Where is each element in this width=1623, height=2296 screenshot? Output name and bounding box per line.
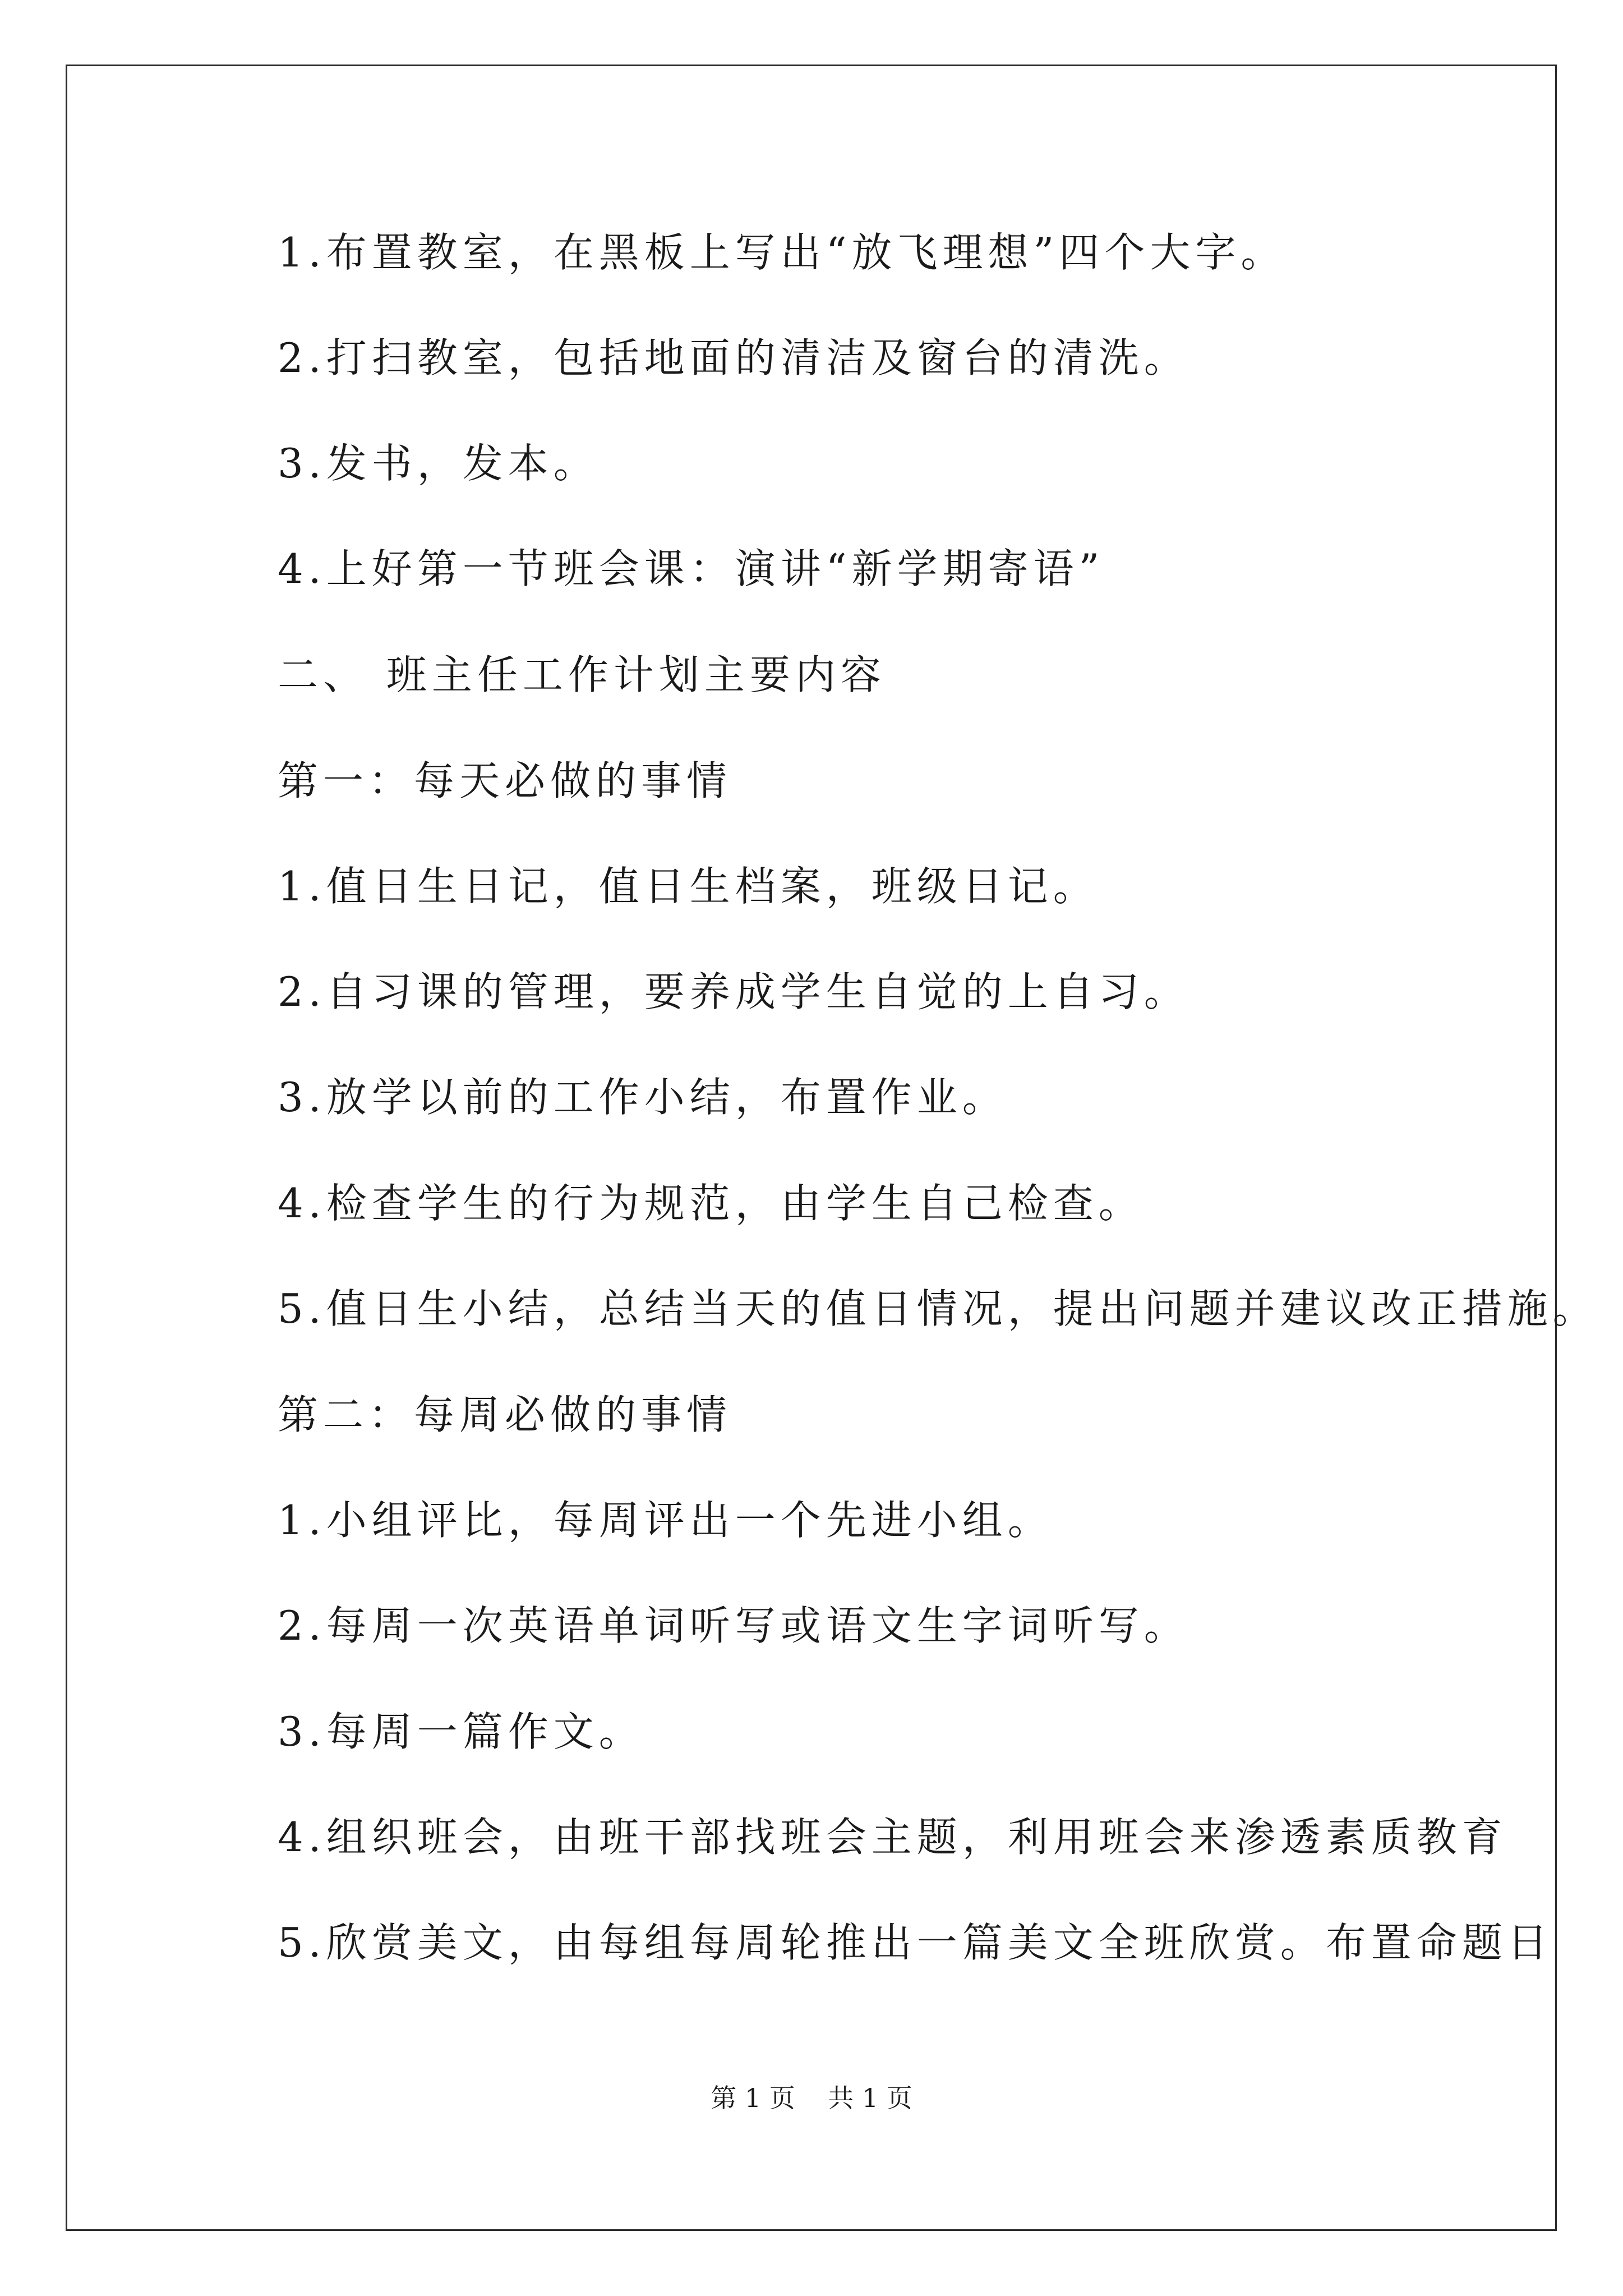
text-line: 4.检查学生的行为规范，由学生自己检查。 bbox=[278, 1180, 1144, 1227]
text-line: 1.布置教室，在黑板上写出“放飞理想”四个大字。 bbox=[278, 229, 1287, 276]
text-line: 5.欣赏美文，由每组每周轮推出一篇美文全班欣赏。布置命题日 bbox=[278, 1919, 1553, 1966]
page-border bbox=[66, 65, 1557, 2231]
text-line: 2.打扫教室，包括地面的清洁及窗台的清洗。 bbox=[278, 334, 1189, 381]
text-line: 4.组织班会，由班干部找班会主题，利用班会来渗透素质教育 bbox=[278, 1814, 1507, 1861]
text-line: 3.放学以前的工作小结，布置作业。 bbox=[278, 1074, 1008, 1121]
text-line: 1.值日生日记，值日生档案，班级日记。 bbox=[278, 863, 1099, 910]
subsection-heading: 第一：每天必做的事情 bbox=[278, 757, 732, 804]
text-line: 3.每周一篇作文。 bbox=[278, 1708, 644, 1755]
text-line: 1.小组评比，每周评出一个先进小组。 bbox=[278, 1497, 1053, 1544]
section-heading: 二、 班主任工作计划主要内容 bbox=[278, 651, 886, 698]
text-line: 2.自习课的管理，要养成学生自觉的上自习。 bbox=[278, 968, 1189, 1015]
text-line: 2.每周一次英语单词听写或语文生字词听写。 bbox=[278, 1602, 1189, 1649]
text-line: 5.值日生小结，总结当天的值日情况，提出问题并建议改正措施。 bbox=[278, 1285, 1598, 1332]
page-footer: 第 1 页 共 1 页 bbox=[711, 2083, 912, 2113]
text-line: 4.上好第一节班会课：演讲“新学期寄语” bbox=[278, 545, 1105, 592]
subsection-heading: 第二：每周必做的事情 bbox=[278, 1391, 732, 1438]
text-line: 3.发书，发本。 bbox=[278, 440, 599, 487]
